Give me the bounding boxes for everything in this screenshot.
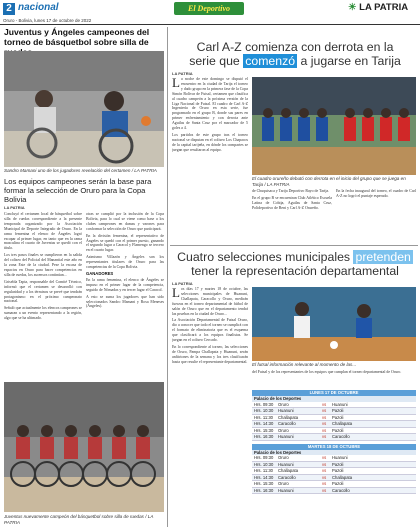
left-photo-caption [4, 168, 164, 174]
juventus-team-photo [4, 382, 164, 512]
team2-cell: Pazoli [332, 461, 344, 467]
paragraph: os días 17 y martes 18 de octubre, las selecciones municipales de Huanuni, Challapata, Caracollo y Oruro, medirán fuerzas en el torneo departamental de fútbol de salón de Oruro que en el departamento tendrá las pruebas en la ciudad de Oruro... [172, 287, 248, 316]
left-subheadline: Los equipos campeones serán la base para formar la selección de Oruro para la Copa Bolivia [4, 177, 152, 204]
team2-cell: Pazoli [332, 408, 344, 413]
deportivo-banner: El Deportivo [174, 2, 244, 15]
headline-part: Cuatro selecciones municipales [177, 250, 351, 264]
vs-cell: vs [322, 421, 327, 426]
team1-cell: Oruro [278, 401, 289, 407]
drop-cap: L [172, 287, 180, 300]
time-cell: Hrs. 09:30 [254, 455, 274, 460]
newspaper-logo [348, 2, 408, 13]
right-bottom-headline [172, 250, 418, 278]
paragraph: Asimismo Villazón y Ángeles son los representantes titulares de Oruro para las competencias de la Copa Bolivia. [86, 255, 164, 270]
paragraph: En la rama femenina, el elenco de Ángeles se impuso en el primer lugar de la competencia, seguido de Nómadas y en tercer lugar el Caracol. [86, 277, 164, 292]
time-cell: Hrs. 10:30 [254, 408, 274, 413]
team2-cell: Huanuni [332, 455, 348, 460]
day1-venue: Palacio de los Deportes [252, 396, 416, 402]
caption-text: Juventus nuevamente campeón del básquetbol sobre silla de ruedas [4, 514, 144, 519]
paragraph: En el grupo B se encuentran Club Atlético Escuela Latina de Cobija, Aguilas de Santa Cruz, Polideportivo de Beni y Carl A-Z Orureño. [252, 195, 332, 210]
paragraph: En lo correspondiente al torneo, las selecciones de Oruro, Pampa Challapata y Huanuni, serán anfitriones de la semana y los tres clasificarán hasta que resulte el representante departamental. [172, 344, 248, 364]
team1-cell: Oruro [278, 481, 289, 486]
vs-cell: vs [322, 408, 327, 413]
headline-line [172, 250, 418, 264]
left-col1-body [4, 212, 82, 380]
paragraph: A esto se suma los jugadores que han sido seleccionados Sandro Mamani y Rosa Meneses (Ángeles). [86, 294, 164, 309]
team1-cell: Caracollo [278, 474, 296, 480]
team2-cell: Pazoli [332, 414, 344, 420]
futsal-photo-image [252, 77, 416, 175]
time-cell: Hrs. 11:30 [254, 468, 274, 473]
paragraph: Señaló que actualmente los elencos campeones se sumaran a un evento representando a la región, algo que se ha ultimado. [4, 306, 82, 321]
paragraph: Los partidos de este grupo tras el torneo nacional se disputan en el coliseo Los Chapacos de la capital tarijeña, en dónde los compartes se juegan que resultaron al equipo. [172, 132, 248, 152]
team2-cell: Pazoli [332, 468, 344, 473]
team1-cell: Huanuni [278, 487, 294, 493]
headline-part: a jugarse en Tarija [300, 54, 401, 68]
time-cell: Hrs. 11:30 [254, 414, 274, 420]
caption-credit: / LA PATRIA [131, 168, 157, 173]
futsal-photo-caption [252, 176, 416, 187]
futsal-player-image [252, 287, 416, 361]
basketball-photo [4, 51, 164, 167]
bottom-photo-caption [4, 514, 164, 525]
team2-cell: Pazoli [332, 427, 344, 433]
headline-highlight: pretenden [355, 250, 411, 264]
vs-cell: vs [322, 434, 327, 439]
right-top-headline [172, 40, 418, 68]
paragraph: Griselda Tapia, responsable del Comité Técnico, informó que el certamen se desarrolló con regularidad y a los términos se prevé que tendrán protagonismo en el próximo campeonato nacional. [4, 279, 82, 304]
right-bottom-byline: LA PATRIA [172, 281, 193, 286]
vs-cell: vs [322, 427, 327, 433]
page-number: 2 [3, 3, 15, 15]
team2-cell: Challapata [332, 474, 353, 480]
time-cell: Hrs. 16:30 [254, 487, 274, 493]
paragraph: otras se cumplió por la inclusión de la Copa Bolivia, para lo cual se viene como base a los clubes campeones en damas y varones para conformar la selección de Oruro que participará. [86, 212, 164, 231]
drop-cap: L [172, 77, 180, 90]
team2-cell: Challapata [332, 421, 353, 426]
headline-line [172, 54, 418, 68]
time-cell: Hrs. 16:30 [254, 434, 274, 439]
futsal-player-photo [252, 287, 416, 361]
time-cell: Hrs. 14:30 [254, 421, 274, 426]
team2-cell: Caracollo [332, 487, 350, 493]
day1-banner: LUNES 17 DE OCTUBRE [252, 390, 416, 396]
column-divider [167, 27, 168, 527]
dateline: Oruro - Bolivia, lunes 17 de octubre de 2022 [3, 18, 92, 23]
caption-text: El cuadro orureño debutó con derrota en el inicio del grupo que se juega en Tarija [252, 176, 406, 187]
time-cell: Hrs. 15:30 [254, 427, 274, 433]
team2-cell: Caracollo [332, 434, 350, 439]
caption-credit: / LA PATRIA [264, 181, 290, 187]
right-top-col1-body [172, 77, 248, 243]
day2-venue: Palacio de los Deportes [252, 450, 416, 456]
headline-line: Carl A-Z comienza con derrota en la [196, 40, 394, 54]
vs-cell: vs [322, 474, 327, 480]
article-divider [170, 245, 418, 246]
day1-rows [252, 402, 416, 441]
vs-cell: vs [322, 487, 327, 493]
vs-cell: vs [322, 468, 327, 473]
team1-cell: Oruro [278, 455, 289, 460]
time-cell: Hrs. 14:30 [254, 474, 274, 480]
team1-cell: Challapata [278, 414, 299, 420]
caption-credit: / LA PATRIA [4, 514, 154, 525]
day2-banner: MARTES 18 DE OCTUBRE [252, 444, 416, 450]
logo-text: LA PATRIA [359, 2, 409, 13]
table-row [252, 434, 416, 441]
paragraph: Los tres pasos finales se cumplieron en la salida del coliseo del Policial del Manantial este año en la zona Este de la ciudad. Pese la escasa de espacios en Oruro para hacer competencias en silla de ruedas, los ascensos continúan... [4, 253, 82, 277]
headline-highlight: comenzó [245, 54, 296, 68]
vs-cell: vs [322, 455, 327, 460]
paragraph: de Chuquisaca y Tarija Deportivo Rayo de Tarija. [252, 189, 330, 193]
right-top-col2-body [252, 189, 332, 243]
left-headline: Juventus y Ángeles campeones del torneo de básquetbol sobre silla de [4, 27, 150, 47]
team1-cell: Huanuni [278, 461, 294, 467]
table-row [252, 488, 416, 495]
time-cell: Hrs. 10:30 [254, 461, 274, 467]
caption-text: Sandro Mamani uno de los jugadores revelación del certamen [4, 168, 131, 173]
header-divider [0, 24, 420, 25]
schedule-table [252, 390, 416, 494]
team1-cell: Huanuni [278, 434, 294, 439]
vs-cell: vs [322, 481, 327, 486]
team2-cell: Huanuni [332, 401, 348, 407]
team2-cell: Pazoli [332, 481, 344, 486]
vs-cell: vs [322, 401, 327, 407]
right-bottom-col-text: del Futsal y de los representantes de los equipos que cumplan el torneo departamental de Oruro. [252, 370, 402, 374]
team1-cell: Oruro [278, 427, 289, 433]
right-top-col3-body [336, 189, 416, 243]
logo-mark-icon: ☀ [348, 2, 357, 13]
team1-cell: Huanuni [278, 408, 294, 413]
futsal-player-caption: El futsal información relevante al momento de las... [252, 362, 357, 367]
time-cell: Hrs. 09:30 [254, 401, 274, 407]
headline-line: tener la representación departamental [191, 264, 399, 278]
headline-part: serie que [189, 54, 240, 68]
futsal-photo [252, 77, 416, 175]
right-top-byline: LA PATRIA [172, 71, 193, 76]
team1-cell: Caracollo [278, 421, 296, 426]
ganadores-subtitle: GANADORES [86, 270, 114, 276]
paragraph: La Asociación Departamental de Futsal Oruro, dio a conocer que todo el torneo se cumplirá con el formato de eliminatoria que es el esquema que clasificará a los equipos finalistas. Se juegan en el coliseo Cercado. [172, 318, 248, 343]
team1-cell: Challapata [278, 468, 299, 473]
section-name: nacional [18, 2, 59, 13]
right-bottom-col1-body [172, 287, 248, 525]
team-photo-image [4, 382, 164, 512]
paragraph: Concluyó el certamen local de básquetbol sobre silla de ruedas correspondiente a la presente temporada organizado por la Asociación Municipal de Deporte Integrado de Oruro. En la rama femenina el elenco de Ángeles logró escapar al primer lugar, en tanto que en la rama masculina el cuarto de Juventus se quedó con el título. [4, 212, 82, 251]
paragraph: En la fecha inaugural del torneo, el cuadro de Carl A-Z no logró el puntaje esperado. [336, 189, 416, 198]
paragraph: En la división femenina, el representativo de Ángeles se quedó con el primer puesto, ganando el segundo lugar a Caracol y Flamengo se tercero en el cuarto lugar. [86, 233, 164, 253]
time-cell: Hrs. 15:30 [254, 481, 274, 486]
day2-rows [252, 455, 416, 494]
vs-cell: vs [322, 414, 327, 420]
vs-cell: vs [322, 461, 327, 467]
basketball-photo-image [4, 51, 164, 167]
left-byline: LA PATRIA [4, 205, 25, 210]
left-col2-body [86, 212, 164, 380]
paragraph: a noche de este domingo se disputó el encuentro en la ciudad de Tarija el torneo y dado grupo en la primera fase de la Copa Simón Bolívar de Futsal, certamen que clasifica al cuadro campeón a la próxima versión de la Liga Nacional de Futsal. El cuadro de Carl A-Z Ingeniería de Oruro en esta serie, fue programado en el grupo B, donde sus pares en primer enfrentamiento y con derrota ante Aguilas de Santa Cruz por el marcador de 5 goles a 4. [172, 77, 248, 131]
